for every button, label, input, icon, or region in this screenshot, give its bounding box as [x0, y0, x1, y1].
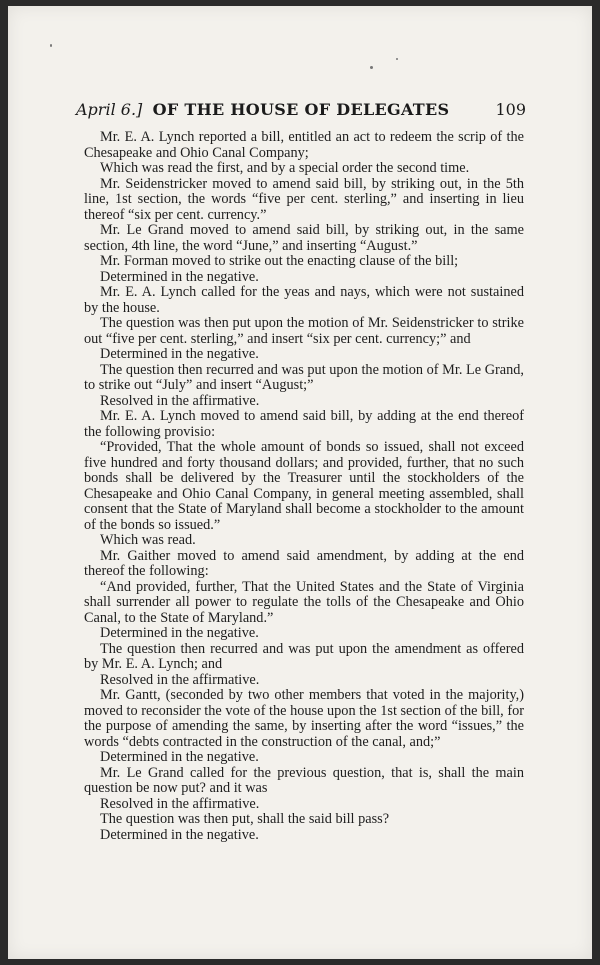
header-date: April 6.] [76, 100, 143, 119]
paragraph: Mr. Gantt, (seconded by two other members that voted in the majority,) moved to reconsider the vote of the house upon the 1st section of the bill, for the purpose of amending the same, by inserting after the word “issues,” the words “debts contracted in the construction of the canal, and;” [84, 687, 524, 750]
paragraph: Resolved in the affirmative. [100, 671, 260, 688]
paragraph: Mr. Le Grand called for the previous question, that is, shall the main question be now put? and it was [84, 764, 524, 796]
body-text [84, 130, 524, 843]
paragraph: Mr. E. A. Lynch reported a bill, entitled an act to redeem the scrip of the Chesapeake and Ohio Canal Company; [84, 129, 524, 161]
paragraph: Which was read. [100, 532, 196, 548]
document-page [8, 6, 592, 959]
paragraph: Mr. E. A. Lynch called for the yeas and nays, which were not sustained by the house. [84, 284, 524, 316]
header-title: OF THE HOUSE OF DELEGATES [152, 100, 450, 119]
paragraph: Mr. Seidenstricker moved to amend said bill, by striking out, in the 5th line, 1st section, the words “five per cent. sterling,” and inserting in lieu thereof “six per cent. currency.” [84, 175, 524, 223]
paragraph: Mr. Le Grand moved to amend said bill, by striking out, in the same section, 4th line, the word “June,” and inserting “August.” [84, 222, 524, 254]
paragraph: Which was read the first, and by a special order the second time. [100, 160, 470, 176]
paragraph: Determined in the negative. [100, 826, 259, 843]
quoted-amendment: “And provided, further, That the United States and the State of Virginia shall surrender all power to regulate the tolls of the Chesapeake and Ohio Canal, to the State of Maryland.” [84, 578, 524, 626]
running-header [76, 100, 526, 124]
ink-speck [50, 44, 52, 47]
ink-speck [370, 66, 373, 69]
paragraph: Determined in the negative. [100, 749, 259, 765]
paragraph: Determined in the negative. [100, 346, 259, 362]
paragraph: Determined in the negative. [100, 625, 259, 641]
paragraph: Resolved in the affirmative. [100, 392, 260, 409]
paragraph: Mr. Gaither moved to amend said amendment, by adding at the end thereof the following: [84, 547, 524, 579]
paragraph: Mr. Forman moved to strike out the enacting clause of the bill; [100, 253, 459, 269]
ink-speck [396, 58, 398, 60]
paragraph: Determined in the negative. [100, 268, 259, 285]
paragraph: Resolved in the affirmative. [100, 795, 260, 812]
quoted-proviso: “Provided, That the whole amount of bonds so issued, shall not exceed five hundred and forty thousand dollars; and provided, further, that no such bonds shall be delivered by the Treasurer until the stockholders of the Chesapeake and Ohio Canal Company, in general meeting assembled, shall consent that the State of Maryland shall become a stockholder to the amount of the bonds so issued.” [84, 439, 524, 533]
paragraph: The question then recurred and was put upon the amendment as offered by Mr. E. A. Lynch; and [84, 640, 524, 672]
page-number: 109 [495, 100, 526, 119]
paragraph: The question was then put, shall the said bill pass? [100, 811, 390, 827]
paragraph: Mr. E. A. Lynch moved to amend said bill, by adding at the end thereof the following provisio: [84, 408, 524, 440]
paragraph: The question was then put upon the motion of Mr. Seidenstricker to strike out “five per cent. sterling,” and insert “six per cent. currency;” and [84, 315, 524, 347]
paragraph: The question then recurred and was put upon the motion of Mr. Le Grand, to strike out “July” and insert “August;” [84, 361, 524, 393]
